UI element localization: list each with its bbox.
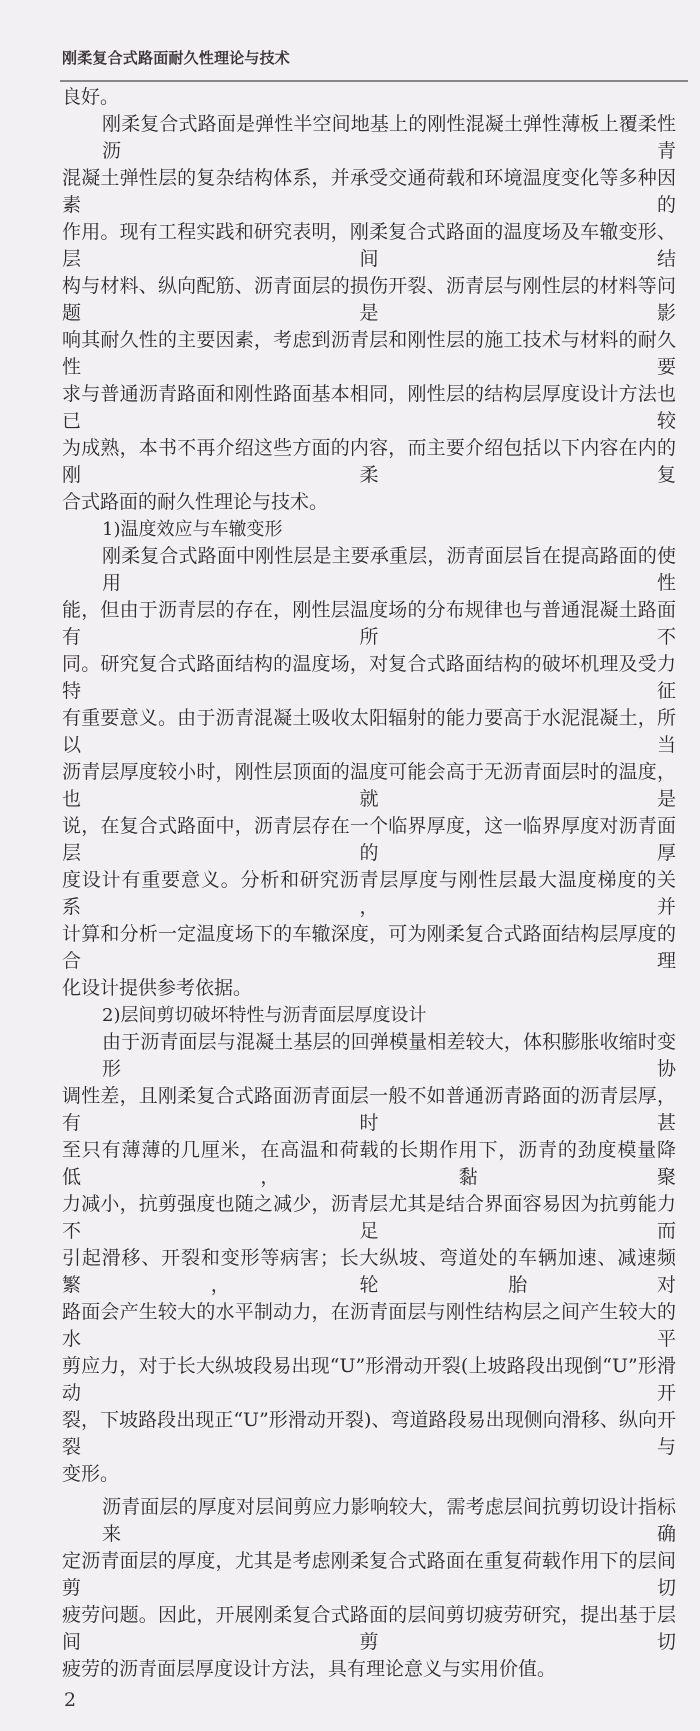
text-line: 构与材料、纵向配筋、沥青面层的损伤开裂、沥青层与刚性层的材料等问题是影 xyxy=(62,275,676,324)
text-line: 混凝土弹性层的复杂结构体系，并承受交通荷载和环境温度变化等多种因素的 xyxy=(62,167,676,216)
text-line: 疲劳的沥青面层厚度设计方法，具有理论意义与实用价值。 xyxy=(62,1658,557,1680)
text-line: 良好。 xyxy=(62,86,120,108)
running-header: 刚柔复合式路面耐久性理论与技术 xyxy=(62,49,291,67)
text-line: 能，但由于沥青层的存在，刚性层温度场的分布规律也与普通混凝土路面有所不 xyxy=(62,599,676,648)
text-line: 合式路面的耐久性理论与技术。 xyxy=(62,491,329,513)
text-line: 裂，下坡路段出现正“U”形滑动开裂)、弯道路段易出现侧向滑移、纵向开裂与 xyxy=(62,1409,676,1458)
text-line: 调性差，且刚柔复合式路面沥青面层一般不如普通沥青路面的沥青层厚，有时甚 xyxy=(62,1085,676,1134)
page-number: 2 xyxy=(64,1689,77,1711)
paragraph xyxy=(62,84,676,111)
text-line: 引起滑移、开裂和变形等病害；长大纵坡、弯道处的车辆加速、减速频繁，轮胎对 xyxy=(62,1247,676,1296)
text-line: 响其耐久性的主要因素，考虑到沥青层和刚性层的施工技术与材料的耐久性要 xyxy=(62,329,676,378)
section-heading xyxy=(62,516,676,543)
text-line: 说，在复合式路面中，沥青层存在一个临界厚度，这一临界厚度对沥青面层的厚 xyxy=(62,815,676,864)
paragraph xyxy=(62,111,676,516)
text-line: 度设计有重要意义。分析和研究沥青层厚度与刚性层最大温度梯度的关系，并 xyxy=(62,869,676,918)
paragraph xyxy=(62,1029,676,1488)
page-body xyxy=(62,0,676,1683)
text-line: 疲劳问题。因此，开展刚柔复合式路面的层间剪切疲劳研究，提出基于层间剪切 xyxy=(62,1604,676,1653)
text-line: 计算和分析一定温度场下的车辙深度，可为刚柔复合式路面结构层厚度的合理 xyxy=(62,923,676,972)
text-line: 刚柔复合式路面是弹性半空间地基上的刚性混凝土弹性薄板上覆柔性沥青 xyxy=(102,113,676,162)
text-line: 变形。 xyxy=(62,1463,120,1485)
text-line: 2)层间剪切破坏特性与沥青面层厚度设计 xyxy=(102,1005,427,1026)
paragraph xyxy=(62,543,676,1002)
paragraph xyxy=(62,1494,676,1683)
text-line: 定沥青面层的厚度，尤其是考虑刚柔复合式路面在重复荷载作用下的层间剪切 xyxy=(62,1550,676,1599)
text-line: 作用。现有工程实践和研究表明，刚柔复合式路面的温度场及车辙变形、层间结 xyxy=(62,221,676,270)
text-line: 剪应力，对于长大纵坡段易出现“U”形滑动开裂(上坡路段出现倒“U”形滑动开 xyxy=(62,1355,676,1404)
text-line: 刚柔复合式路面中刚性层是主要承重层，沥青面层旨在提高路面的使用性 xyxy=(102,545,676,594)
text-line: 沥青面层的厚度对层间剪应力影响较大，需考虑层间抗剪切设计指标来确 xyxy=(102,1496,676,1545)
text-line: 至只有薄薄的几厘米，在高温和荷载的长期作用下，沥青的劲度模量降低，黏聚 xyxy=(62,1139,676,1188)
text-line: 化设计提供参考依据。 xyxy=(62,977,253,999)
section-heading xyxy=(62,1002,676,1029)
text-line: 同。研究复合式路面结构的温度场，对复合式路面结构的破坏机理及受力特征 xyxy=(62,653,676,702)
text-line: 沥青层厚度较小时，刚性层顶面的温度可能会高于无沥青面层时的温度，也就是 xyxy=(62,761,676,810)
header-rule xyxy=(60,80,688,82)
text-line: 力减小，抗剪强度也随之减少，沥青层尤其是结合界面容易因为抗剪能力不足而 xyxy=(62,1193,676,1242)
text-line: 路面会产生较大的水平制动力，在沥青面层与刚性结构层之间产生较大的水平 xyxy=(62,1301,676,1350)
text-line: 有重要意义。由于沥青混凝土吸收太阳辐射的能力要高于水泥混凝土，所以当 xyxy=(62,707,676,756)
text-line: 1)温度效应与车辙变形 xyxy=(102,519,283,540)
text-line: 求与普通沥青路面和刚性路面基本相同，刚性层的结构层厚度设计方法也已较 xyxy=(62,383,676,432)
text-line: 为成熟，本书不再介绍这些方面的内容，而主要介绍包括以下内容在内的刚柔复 xyxy=(62,437,676,486)
text-line: 由于沥青面层与混凝土基层的回弹模量相差较大，体积膨胀收缩时变形协 xyxy=(102,1031,676,1080)
